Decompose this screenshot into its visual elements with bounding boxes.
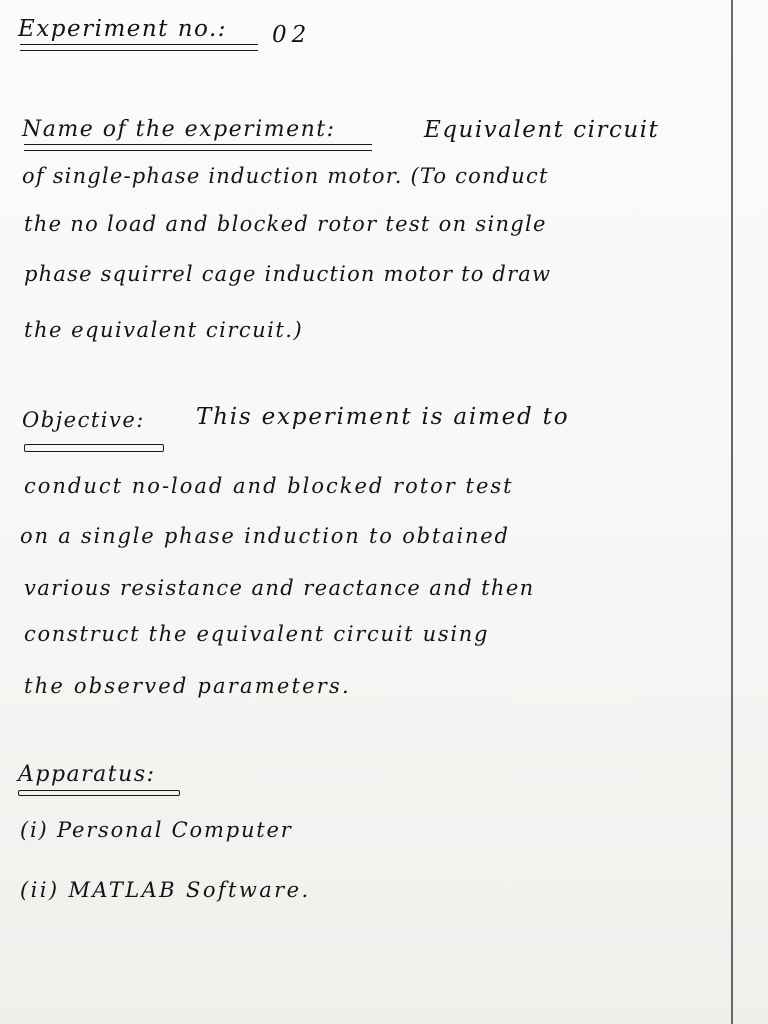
apparatus-heading-underline xyxy=(18,790,180,796)
name-line-4: phase squirrel cage induction motor to draw xyxy=(24,262,552,286)
objective-line-2: conduct no-load and blocked rotor test xyxy=(24,474,514,498)
name-line-1: Equivalent circuit xyxy=(424,117,660,143)
objective-heading: Objective: xyxy=(22,408,145,432)
objective-heading-underline xyxy=(24,444,164,452)
objective-line-1: This experiment is aimed to xyxy=(196,404,570,430)
objective-line-4: various resistance and reactance and then xyxy=(24,576,535,600)
experiment-number: 02 xyxy=(272,22,312,48)
name-line-5: the equivalent circuit.) xyxy=(24,318,304,342)
name-heading-underline xyxy=(24,144,372,151)
experiment-number-label: Experiment no.: xyxy=(18,16,228,42)
objective-line-3: on a single phase induction to obtained xyxy=(20,524,510,548)
apparatus-item-2: (ii) MATLAB Software. xyxy=(20,878,311,902)
apparatus-item-1: (i) Personal Computer xyxy=(20,818,293,842)
name-heading: Name of the experiment: xyxy=(22,117,336,142)
name-line-2: of single-phase induction motor. (To conduct xyxy=(22,164,549,188)
margin-line xyxy=(731,0,733,1024)
name-line-3: the no load and blocked rotor test on single xyxy=(24,212,547,236)
objective-line-5: construct the equivalent circuit using xyxy=(24,622,490,646)
apparatus-heading: Apparatus: xyxy=(18,762,156,787)
objective-line-6: the observed parameters. xyxy=(24,674,351,698)
header-underline xyxy=(20,44,258,51)
